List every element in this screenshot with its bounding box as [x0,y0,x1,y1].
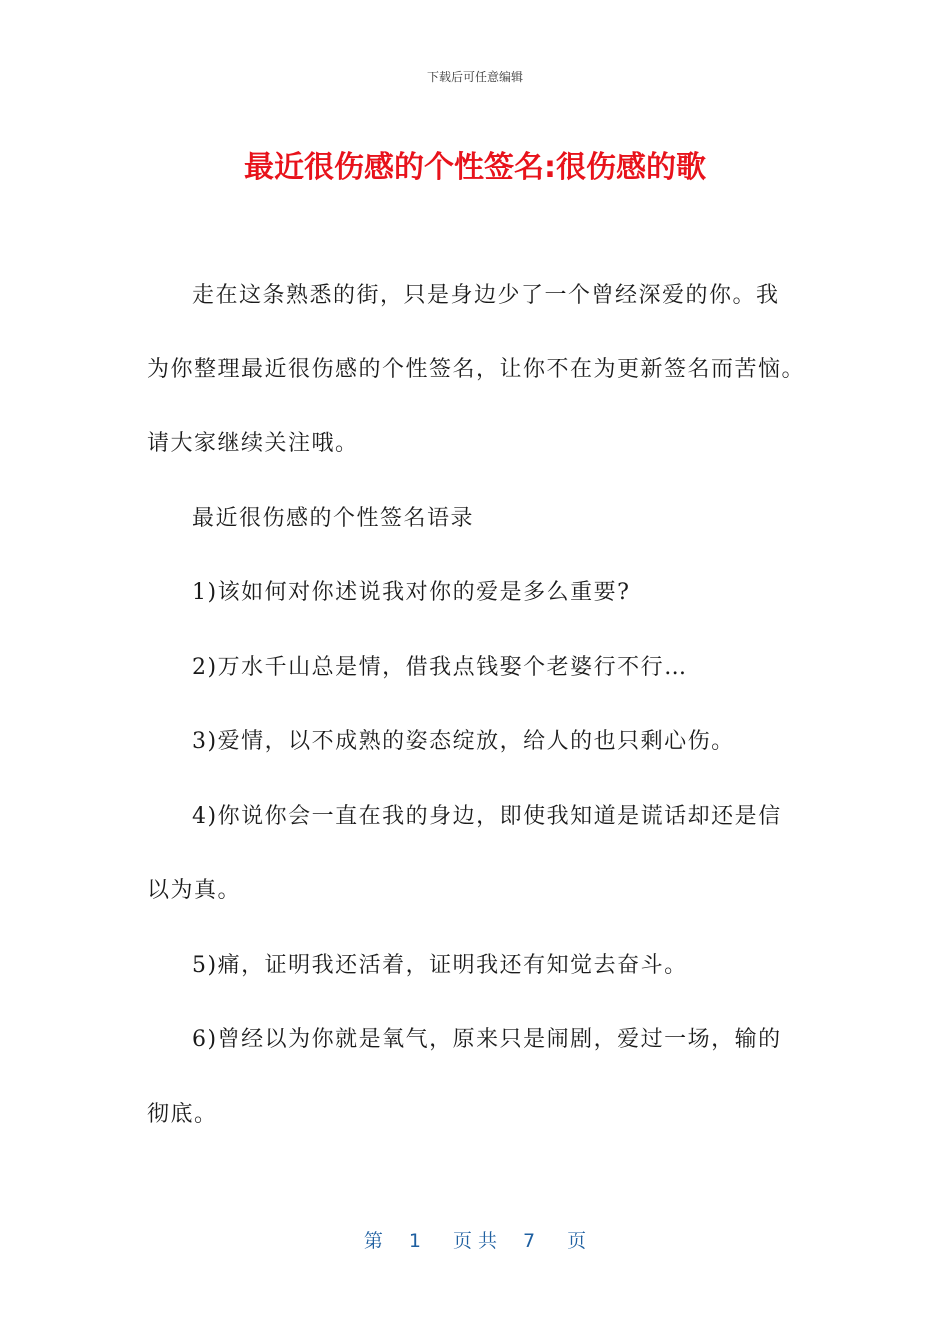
page-footer [0,1226,950,1253]
footer-total-label: 页 共 [452,1230,498,1252]
list-item: 5)痛，证明我还活着，证明我还有知觉去奋斗。 [192,953,688,978]
section-heading: 最近很伤感的个性签名语录 [192,506,475,531]
footer-page-number: 1 [408,1230,421,1252]
list-item-continuation: 彻底。 [147,1102,218,1127]
list-item: 2)万水千山总是情，借我点钱娶个老婆行不行… [192,655,688,680]
list-item: 6)曾经以为你就是氧气，原来只是闹剧，爱过一场，输的 [192,1027,782,1052]
header-note: 下载后可任意编辑 [426,70,523,84]
list-item: 4)你说你会一直在我的身边，即使我知道是谎话却还是信 [192,804,782,829]
footer-total-pages: 7 [523,1230,536,1252]
paragraph-line: 走在这条熟悉的街，只是身边少了一个曾经深爱的你。我 [192,283,780,308]
document-title: 最近很伤感的个性签名:很伤感的歌 [244,150,706,185]
list-item-continuation: 以为真。 [147,878,242,903]
paragraph-line: 请大家继续关注哦。 [147,431,359,456]
footer-page-label: 第 [363,1230,383,1252]
list-item: 3)爱情，以不成熟的姿态绽放，给人的也只剩心伤。 [192,729,735,754]
paragraph-line: 为你整理最近很伤感的个性签名，让你不在为更新签名而苦恼。 [147,357,806,382]
list-item: 1)该如何对你述说我对你的爱是多么重要? [192,580,631,605]
footer-page-suffix: 页 [567,1230,587,1252]
